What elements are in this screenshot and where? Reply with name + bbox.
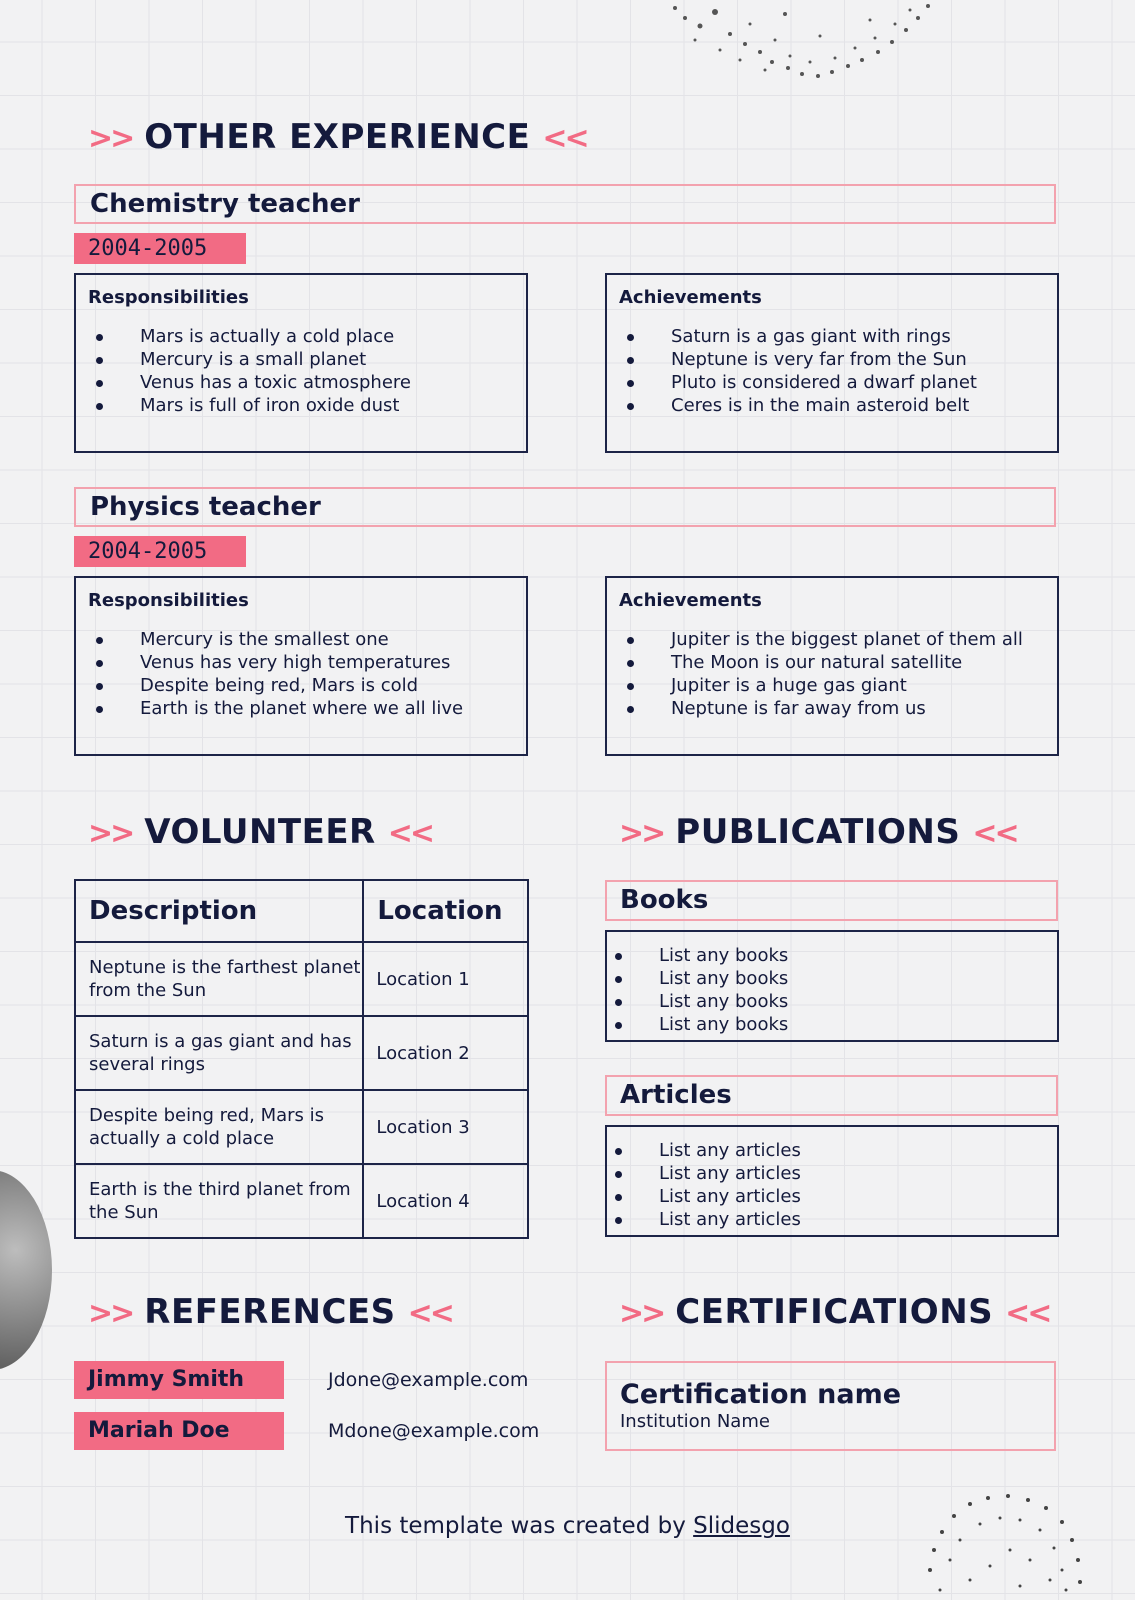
list-item: Jupiter is a huge gas giant xyxy=(619,674,1045,697)
books-list xyxy=(607,944,1057,1036)
list-item: Mars is actually a cold place xyxy=(88,325,514,348)
footer-credit xyxy=(0,1512,1135,1540)
responsibilities-label: Responsibilities xyxy=(88,590,249,611)
responsibilities-list xyxy=(88,628,514,720)
achievements-list xyxy=(619,628,1045,720)
list-item: Venus has a toxic atmosphere xyxy=(88,371,514,394)
list-item: List any articles xyxy=(607,1162,1057,1185)
list-item: Saturn is a gas giant with rings xyxy=(619,325,1045,348)
slidesgo-link[interactable]: Slidesgo xyxy=(693,1513,790,1539)
list-item: Earth is the planet where we all live xyxy=(88,697,514,720)
footer-text: This template was created by xyxy=(345,1513,694,1539)
list-item: Mars is full of iron oxide dust xyxy=(88,394,514,417)
list-item: Jupiter is the biggest planet of them all xyxy=(619,628,1045,651)
articles-list xyxy=(607,1139,1057,1231)
books-box xyxy=(605,930,1059,1042)
volunteer-location: Location 4 xyxy=(363,1164,528,1238)
volunteer-description: Earth is the third planet from the Sun xyxy=(75,1164,363,1238)
job-dates-physics: 2004-2005 xyxy=(74,536,246,567)
table-row xyxy=(75,1164,528,1238)
list-item: List any articles xyxy=(607,1208,1057,1231)
volunteer-table xyxy=(74,879,529,1239)
job-title-physics: Physics teacher xyxy=(74,487,1056,527)
grey-sphere-left-decoration xyxy=(0,1170,52,1370)
dotted-sphere-top-decoration xyxy=(660,0,950,90)
certification-institution: Institution Name xyxy=(620,1411,770,1432)
table-row xyxy=(75,942,528,1016)
list-item: Mercury is a small planet xyxy=(88,348,514,371)
list-item: List any books xyxy=(607,990,1057,1013)
reference-name: Mariah Doe xyxy=(74,1412,284,1450)
list-item: Despite being red, Mars is cold xyxy=(88,674,514,697)
list-item: The Moon is our natural satellite xyxy=(619,651,1045,674)
books-heading: Books xyxy=(605,880,1058,921)
list-item: List any articles xyxy=(607,1139,1057,1162)
volunteer-description: Despite being red, Mars is actually a cold place xyxy=(75,1090,363,1164)
table-header-row xyxy=(75,880,528,942)
reference-email[interactable]: Jdone@example.com xyxy=(328,1369,529,1391)
list-item: List any articles xyxy=(607,1185,1057,1208)
references-heading: >> REFERENCES << xyxy=(88,1292,452,1332)
volunteer-location: Location 3 xyxy=(363,1090,528,1164)
column-header-location: Location xyxy=(363,880,528,942)
volunteer-location: Location 1 xyxy=(363,942,528,1016)
reference-email[interactable]: Mdone@example.com xyxy=(328,1420,540,1442)
volunteer-heading: >> VOLUNTEER << xyxy=(88,812,433,852)
achievements-box xyxy=(605,576,1059,756)
job-title-chemistry: Chemistry teacher xyxy=(74,184,1056,224)
responsibilities-label: Responsibilities xyxy=(88,287,249,308)
responsibilities-box xyxy=(74,576,528,756)
list-item: List any books xyxy=(607,967,1057,990)
achievements-label: Achievements xyxy=(619,287,762,308)
list-item: List any books xyxy=(607,944,1057,967)
list-item: List any books xyxy=(607,1013,1057,1036)
table-row xyxy=(75,1016,528,1090)
volunteer-location: Location 2 xyxy=(363,1016,528,1090)
volunteer-description: Saturn is a gas giant and has several rings xyxy=(75,1016,363,1090)
dotted-sphere-bottom-decoration xyxy=(920,1490,1110,1600)
reference-name: Jimmy Smith xyxy=(74,1361,284,1399)
articles-heading: Articles xyxy=(605,1075,1058,1116)
responsibilities-box xyxy=(74,273,528,453)
other-experience-heading: >> OTHER EXPERIENCE << xyxy=(88,117,587,157)
certifications-heading: >> CERTIFICATIONS << xyxy=(619,1292,1050,1332)
certification-card xyxy=(605,1361,1056,1451)
list-item: Ceres is in the main asteroid belt xyxy=(619,394,1045,417)
list-item: Venus has very high temperatures xyxy=(88,651,514,674)
achievements-box xyxy=(605,273,1059,453)
list-item: Neptune is very far from the Sun xyxy=(619,348,1045,371)
list-item: Mercury is the smallest one xyxy=(88,628,514,651)
column-header-description: Description xyxy=(75,880,363,942)
table-row xyxy=(75,1090,528,1164)
achievements-list xyxy=(619,325,1045,417)
volunteer-description: Neptune is the farthest planet from the Sun xyxy=(75,942,363,1016)
certification-name: Certification name xyxy=(620,1379,902,1410)
list-item: Neptune is far away from us xyxy=(619,697,1045,720)
list-item: Pluto is considered a dwarf planet xyxy=(619,371,1045,394)
achievements-label: Achievements xyxy=(619,590,762,611)
job-dates-chemistry: 2004-2005 xyxy=(74,233,246,264)
publications-heading: >> PUBLICATIONS << xyxy=(619,812,1017,852)
articles-box xyxy=(605,1125,1059,1237)
responsibilities-list xyxy=(88,325,514,417)
